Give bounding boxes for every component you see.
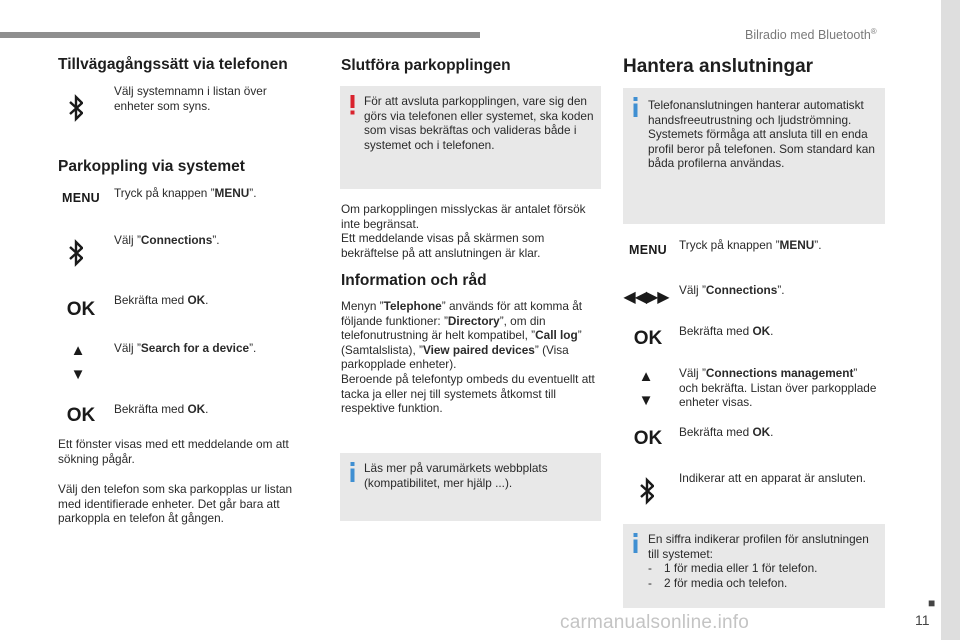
ok-button-icon: OK — [66, 299, 96, 320]
watermark: carmanualsonline.info — [560, 612, 750, 633]
info-box-profiles — [623, 524, 885, 608]
step-select-connections: Välj ”Connections”. — [114, 233, 220, 247]
ok-button-icon: OK — [633, 328, 663, 349]
paragraph-searching: Ett fönster visas med ett meddelande om att sökning pågår. — [58, 437, 289, 466]
info-text: Läs mer på varumärkets webbplats (kompatibilitet, mer hjälp ...). — [364, 461, 548, 490]
info-icon — [348, 462, 357, 482]
paragraph-telephone-menu: Menyn ”Telephone” används för att komma åt följande funktioner: ”Directory”, om din telefonutrustning är helt kompatibel, ”Call log” (Samtalslista), ”View paired devices” (Visa parkopplade enheter). — [341, 299, 583, 371]
info-icon — [631, 533, 640, 553]
paragraph-attempts: Om parkopplingen misslyckas är antalet försök inte begränsat. — [341, 202, 586, 231]
info-box — [623, 88, 885, 224]
step-search-device: Välj ”Search for a device”. — [114, 341, 257, 355]
info-profiles-text: En siffra indikerar profilen för anslutningen till systemet: - 1 för media eller 1 för telefon. - 2 för media och telefon. — [648, 532, 880, 590]
step-confirm-ok: Bekräfta med OK. — [679, 324, 774, 338]
running-header: Bilradio med Bluetooth® — [745, 27, 877, 43]
section-title-info-tips: Information och råd — [341, 272, 487, 289]
left-right-arrows-icon: ◀◀▶▶ — [623, 289, 669, 306]
step-confirm-ok: Bekräfta med OK. — [114, 293, 209, 307]
paragraph-select-phone: Välj den telefon som ska parkopplas ur listan med identifierade enheter. Det går bara att parkoppla en telefon åt gången. — [58, 482, 293, 525]
section-title-phone-pairing: Tillvägagångssätt via telefonen — [58, 56, 288, 73]
step-select-connections: Välj ”Connections”. — [679, 283, 785, 297]
up-down-arrows-icon: ▲ ▼ — [638, 368, 654, 409]
paragraph-confirmation: Ett meddelande visas på skärmen som bekräftelse på att anslutningen är klar. — [341, 231, 545, 260]
step-press-menu: Tryck på knappen ”MENU”. — [679, 238, 822, 252]
ok-button-icon: OK — [66, 405, 96, 426]
section-title-finish-pairing: Slutföra parkopplingen — [341, 57, 511, 74]
warning-box — [340, 86, 601, 189]
step-connections-management: Välj ”Connections management” och bekräfta. Listan över parkopplade enheter visas. — [679, 366, 877, 409]
warning-icon — [348, 95, 357, 115]
warning-text: För att avsluta parkopplingen, vare sig den görs via telefonen eller systemet, ska koden som visas bekräftas och valideras både i systemet och i telefonen. — [364, 94, 594, 152]
page-number: 11 — [915, 612, 930, 628]
info-box — [340, 453, 601, 521]
page-edge-tab — [941, 0, 960, 640]
ok-button-icon: OK — [633, 428, 663, 449]
menu-button-icon: MENU — [61, 191, 100, 205]
step-confirm-ok-2: Bekräfta med OK. — [679, 425, 774, 439]
step-select-system-name: Välj systemnamn i listan över enheter som syns. — [114, 84, 267, 113]
info-text: Telefonanslutningen hanterar automatiskt handsfreeutrustning och ljudströmning. Systemets förmåga att ansluta till en enda profil beror på telefonen. Som standard kan båda profilerna användas. — [648, 98, 875, 170]
step-press-menu: Tryck på knappen ”MENU”. — [114, 186, 257, 200]
info-icon — [631, 97, 640, 117]
list-item: - 1 för media eller 1 för telefon. — [648, 561, 818, 575]
header-rule — [0, 32, 480, 38]
step-device-connected: Indikerar att en apparat är ansluten. — [679, 471, 866, 485]
section-title-system-pairing: Parkoppling via systemet — [58, 158, 245, 175]
menu-button-icon: MENU — [628, 243, 667, 257]
bluetooth-icon — [62, 92, 90, 124]
section-title-manage-connections: Hantera anslutningar — [623, 56, 814, 77]
bluetooth-icon — [633, 474, 661, 508]
end-marker-icon: ■ — [928, 596, 936, 610]
up-down-arrows-icon: ▲ ▼ — [70, 342, 86, 383]
bluetooth-icon — [62, 237, 90, 269]
step-confirm-ok-2: Bekräfta med OK. — [114, 402, 209, 416]
list-item: - 2 för media och telefon. — [648, 575, 788, 590]
paragraph-access-rights: Beroende på telefontyp ombeds du eventuellt att tacka ja eller nej till systemets åtkomst till respektive funktion. — [341, 372, 595, 415]
